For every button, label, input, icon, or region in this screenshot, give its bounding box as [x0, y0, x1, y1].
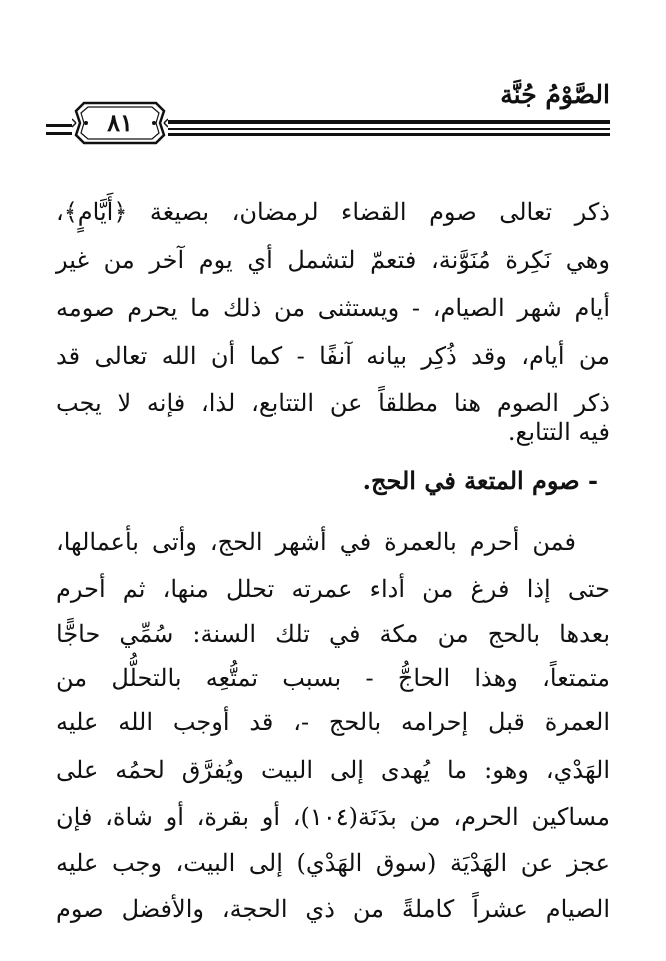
text-line: مساكين الحرم، من بدَنَة(١٠٤)، أو بقرة، أو شاة، فإن	[56, 803, 610, 831]
header-rule-thin	[168, 128, 610, 130]
header-rule-bottom	[168, 133, 610, 136]
text-line: بعدها بالحج من مكة في تلك السنة: سُمِّي حاجًّا	[56, 620, 610, 648]
text-line: عجز عن الهَدْيَة (سوق الهَدْي) إلى البيت، وجب عليه	[56, 849, 610, 877]
text-line: فمن أحرم بالعمرة في أشهر الحج، وأتى بأعمالها،	[56, 528, 576, 556]
text-line: الصيام عشراً كاملةً من ذي الحجة، والأفضل صوم	[56, 895, 610, 923]
running-title: الصَّوْمُ جُنَّة	[500, 80, 610, 109]
left-rule-bottom	[46, 132, 72, 135]
text-line: حتى إذا فرغ من أداء عمرته تحلل منها، ثم أحرم	[56, 575, 610, 603]
text-line: الهَدْي، وهو: ما يُهدى إلى البيت ويُفرَّق لحمُه على	[56, 756, 610, 784]
text-line: ذكر الصوم هنا مطلقاً عن التتابع، لذا، فإنه لا يجب	[56, 389, 610, 417]
section-heading: - صوم المتعة في الحج.	[362, 466, 598, 495]
page-number: ٨١	[107, 108, 133, 137]
header-rule-thick	[168, 120, 610, 124]
text-line: العمرة قبل إحرامه بالحج -، قد أوجب الله عليه	[56, 708, 610, 736]
page-number-frame	[72, 97, 168, 149]
text-line: من أيام، وقد ذُكِر بيانه آنفًا - كما أن الله تعالى قد	[56, 342, 610, 370]
text-line: وهي نَكِرة مُنَوَّنة، فتعمّ لتشمل أي يوم آخر من غير	[56, 246, 610, 274]
text-line: فيه التتابع.	[507, 418, 610, 446]
left-rule-top	[46, 124, 72, 127]
text-line: أيام شهر الصيام، - ويستثنى من ذلك ما يحرم صومه	[56, 294, 610, 322]
text-line: ذكر تعالى صوم القضاء لرمضان، بصيغة ﴿أَيَّامٍ﴾،	[56, 198, 610, 226]
text-line: متمتعاً، وهذا الحاجُّ - بسبب تمتُّعِه بالتحلُّل من	[56, 664, 610, 692]
